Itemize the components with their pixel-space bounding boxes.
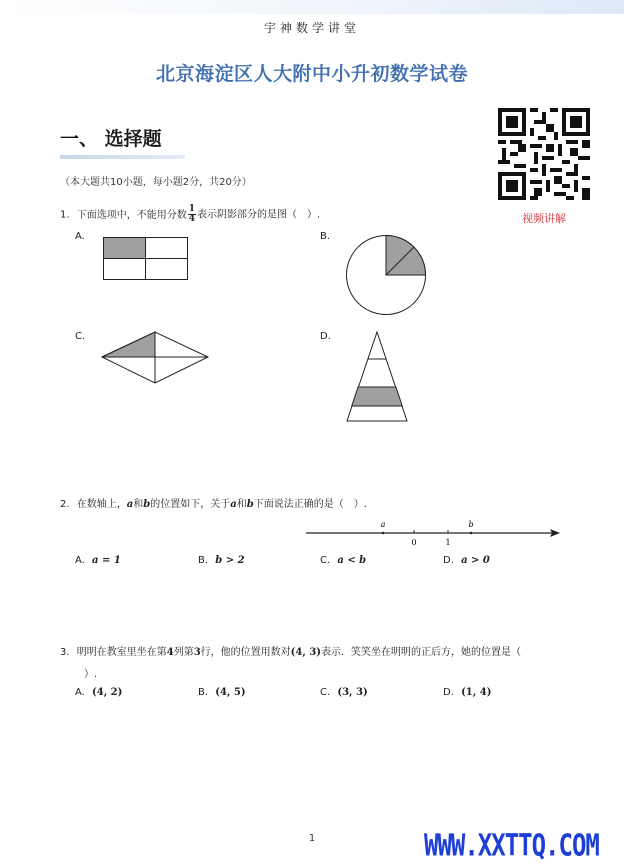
section-note: （本大题共10小题，每小题2分，共20分） [60, 177, 252, 188]
point-b [470, 532, 473, 535]
q1-text-before: 下面选项中，不能用分数 [76, 209, 187, 221]
q3-option-b[interactable]: B. (4, 5) [198, 687, 246, 698]
q1-text-after: 表示阴影部分的是图（ ）. [197, 209, 321, 221]
qr-code-icon[interactable] [498, 108, 590, 200]
page-number: 1 [308, 833, 316, 844]
q1-option-a-label[interactable]: A. [75, 231, 85, 242]
fraction: $\frac{1}{4}$ [188, 204, 195, 224]
qr-caption[interactable]: 视频讲解 [522, 212, 566, 225]
figure-d-triangle[interactable] [346, 331, 408, 423]
number-line [306, 519, 562, 549]
q1-option-c-label[interactable]: C. [75, 331, 86, 342]
figure-c-rhombus[interactable] [101, 331, 209, 385]
q3-option-c[interactable]: C. (3, 3) [320, 687, 368, 698]
q3-option-a[interactable]: A. (4, 2) [75, 687, 123, 698]
label-0: 0 [411, 538, 417, 547]
q2-option-a[interactable]: A. a = 1 [75, 555, 121, 566]
site-watermark[interactable]: WWW.XXTTQ.COM [424, 828, 599, 863]
label-a: a [380, 520, 386, 529]
figure-b-circle[interactable] [346, 234, 428, 316]
brand-header: 宇神数学讲堂 [263, 21, 360, 35]
figure-a-rectangle[interactable] [103, 237, 188, 280]
question-number: 3. [60, 647, 70, 658]
label-1: 1 [445, 538, 451, 547]
q3-option-d[interactable]: D. (1, 4) [443, 687, 492, 698]
section-title: 一、 选择题 [60, 128, 162, 150]
question-2: 2. 在数轴上，a和b的位置如下，关于a和b下面说法正确的是（ ）. [60, 499, 367, 510]
section-underline [60, 155, 185, 159]
label-b: b [468, 520, 474, 529]
question-number: 2. [60, 499, 70, 510]
point-a [382, 532, 385, 535]
q2-option-c[interactable]: C. a < b [320, 555, 367, 566]
question-3: 3. 明明在教室里坐在第4列第3行，他的位置用数对(4, 3)表示．笑笑坐在明明的正后方，她的位置是（ [60, 647, 522, 658]
q1-option-d-label[interactable]: D. [320, 331, 331, 342]
q2-option-b[interactable]: B. b > 2 [198, 555, 245, 566]
question-number: 1. [60, 209, 70, 221]
page-title: 北京海淀区人大附中小升初数学试卷 [155, 63, 468, 85]
q2-option-d[interactable]: D. a > 0 [443, 555, 490, 566]
question-3-line2: ）. [84, 669, 98, 680]
top-banner [0, 0, 624, 14]
question-1 [60, 205, 320, 224]
q1-option-b-label[interactable]: B. [320, 231, 331, 242]
